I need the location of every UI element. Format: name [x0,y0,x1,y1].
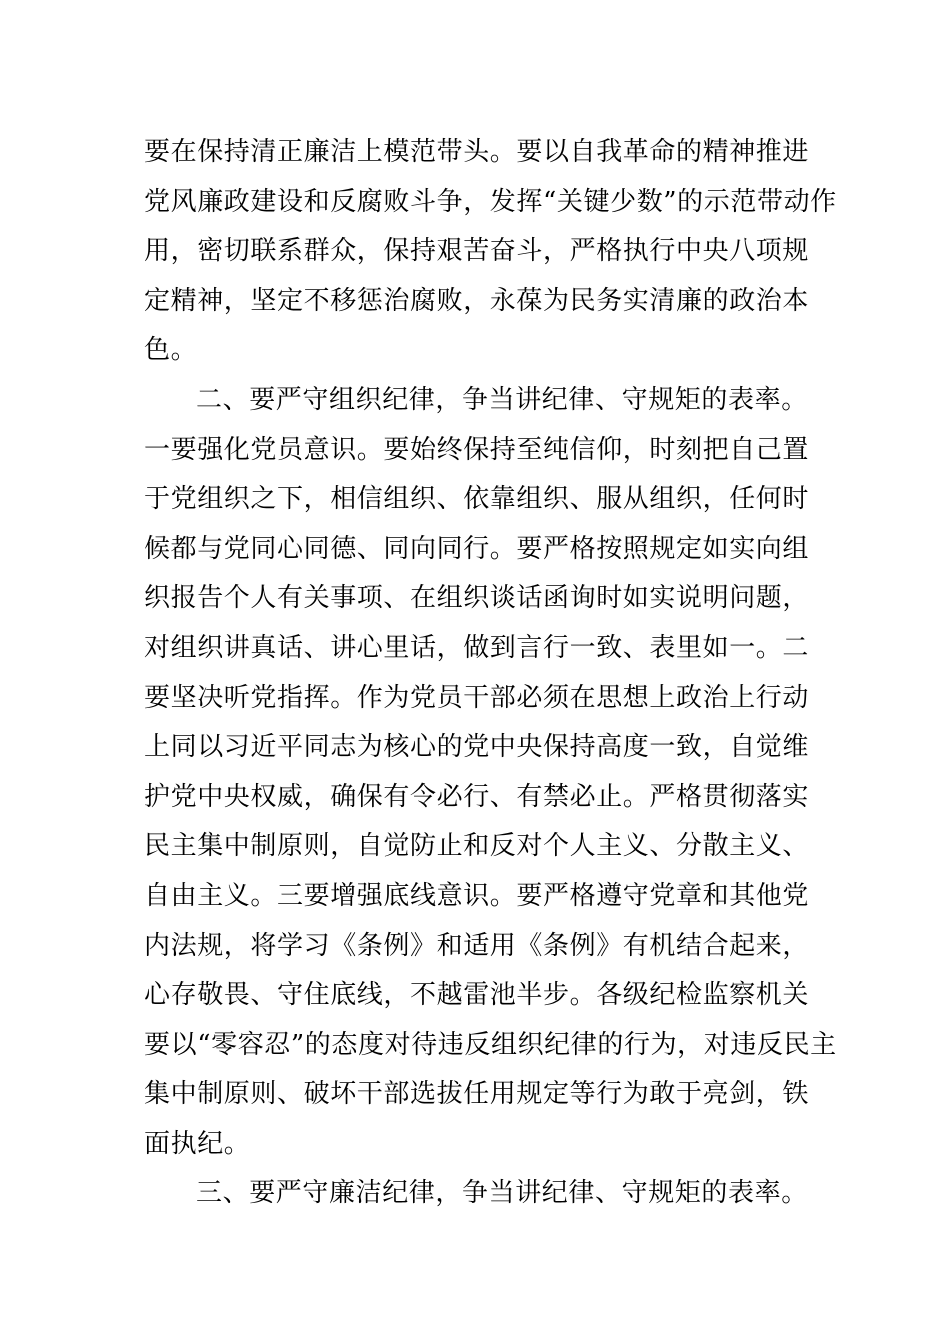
body-line: 一要强化党员意识。要始终保持至纯信仰，时刻把自己置 [144,434,810,465]
body-line: 党风廉政建设和反腐败斗争，发挥“关键少数”的示范带动作 [144,186,837,217]
section-heading-2: 二、要严守组织纪律，争当讲纪律、守规矩的表率。 [196,384,808,415]
body-line: 集中制原则、破坏干部选拔任用规定等行为敢于亮剑，铁 [144,1079,810,1110]
body-line: 自由主义。三要增强底线意识。要严格遵守党章和其他党 [144,880,810,911]
body-line: 色。 [144,335,198,366]
body-line: 心存敬畏、守住底线，不越雷池半步。各级纪检监察机关 [144,980,810,1011]
body-line: 上同以习近平同志为核心的党中央保持高度一致，自觉维 [144,732,810,763]
body-line: 候都与党同心同德、同向同行。要严格按照规定如实向组 [144,533,810,564]
body-line: 定精神，坚定不移惩治腐败，永葆为民务实清廉的政治本 [144,285,810,316]
body-line: 对组织讲真话、讲心里话，做到言行一致、表里如一。二 [144,632,810,663]
body-line: 面执纪。 [144,1128,251,1159]
section-heading-3: 三、要严守廉洁纪律，争当讲纪律、守规矩的表率。 [196,1178,808,1209]
body-line: 于党组织之下，相信组织、依靠组织、服从组织，任何时 [144,484,810,515]
body-line: 要以“零容忍”的态度对待违反组织纪律的行为，对违反民主 [144,1029,837,1060]
document-body [144,128,837,1219]
body-line: 民主集中制原则，自觉防止和反对个人主义、分散主义、 [144,831,810,862]
body-line: 要在保持清正廉洁上模范带头。要以自我革命的精神推进 [144,137,810,167]
body-line: 要坚决听党指挥。作为党员干部必须在思想上政治上行动 [144,682,810,713]
body-line: 织报告个人有关事项、在组织谈话函询时如实说明问题， [144,583,810,614]
body-line: 护党中央权威，确保有令必行、有禁必止。严格贯彻落实 [144,781,810,812]
body-line: 用，密切联系群众，保持艰苦奋斗，严格执行中央八项规 [144,236,810,267]
body-line: 内法规，将学习《条例》和适用《条例》有机结合起来， [144,930,810,961]
